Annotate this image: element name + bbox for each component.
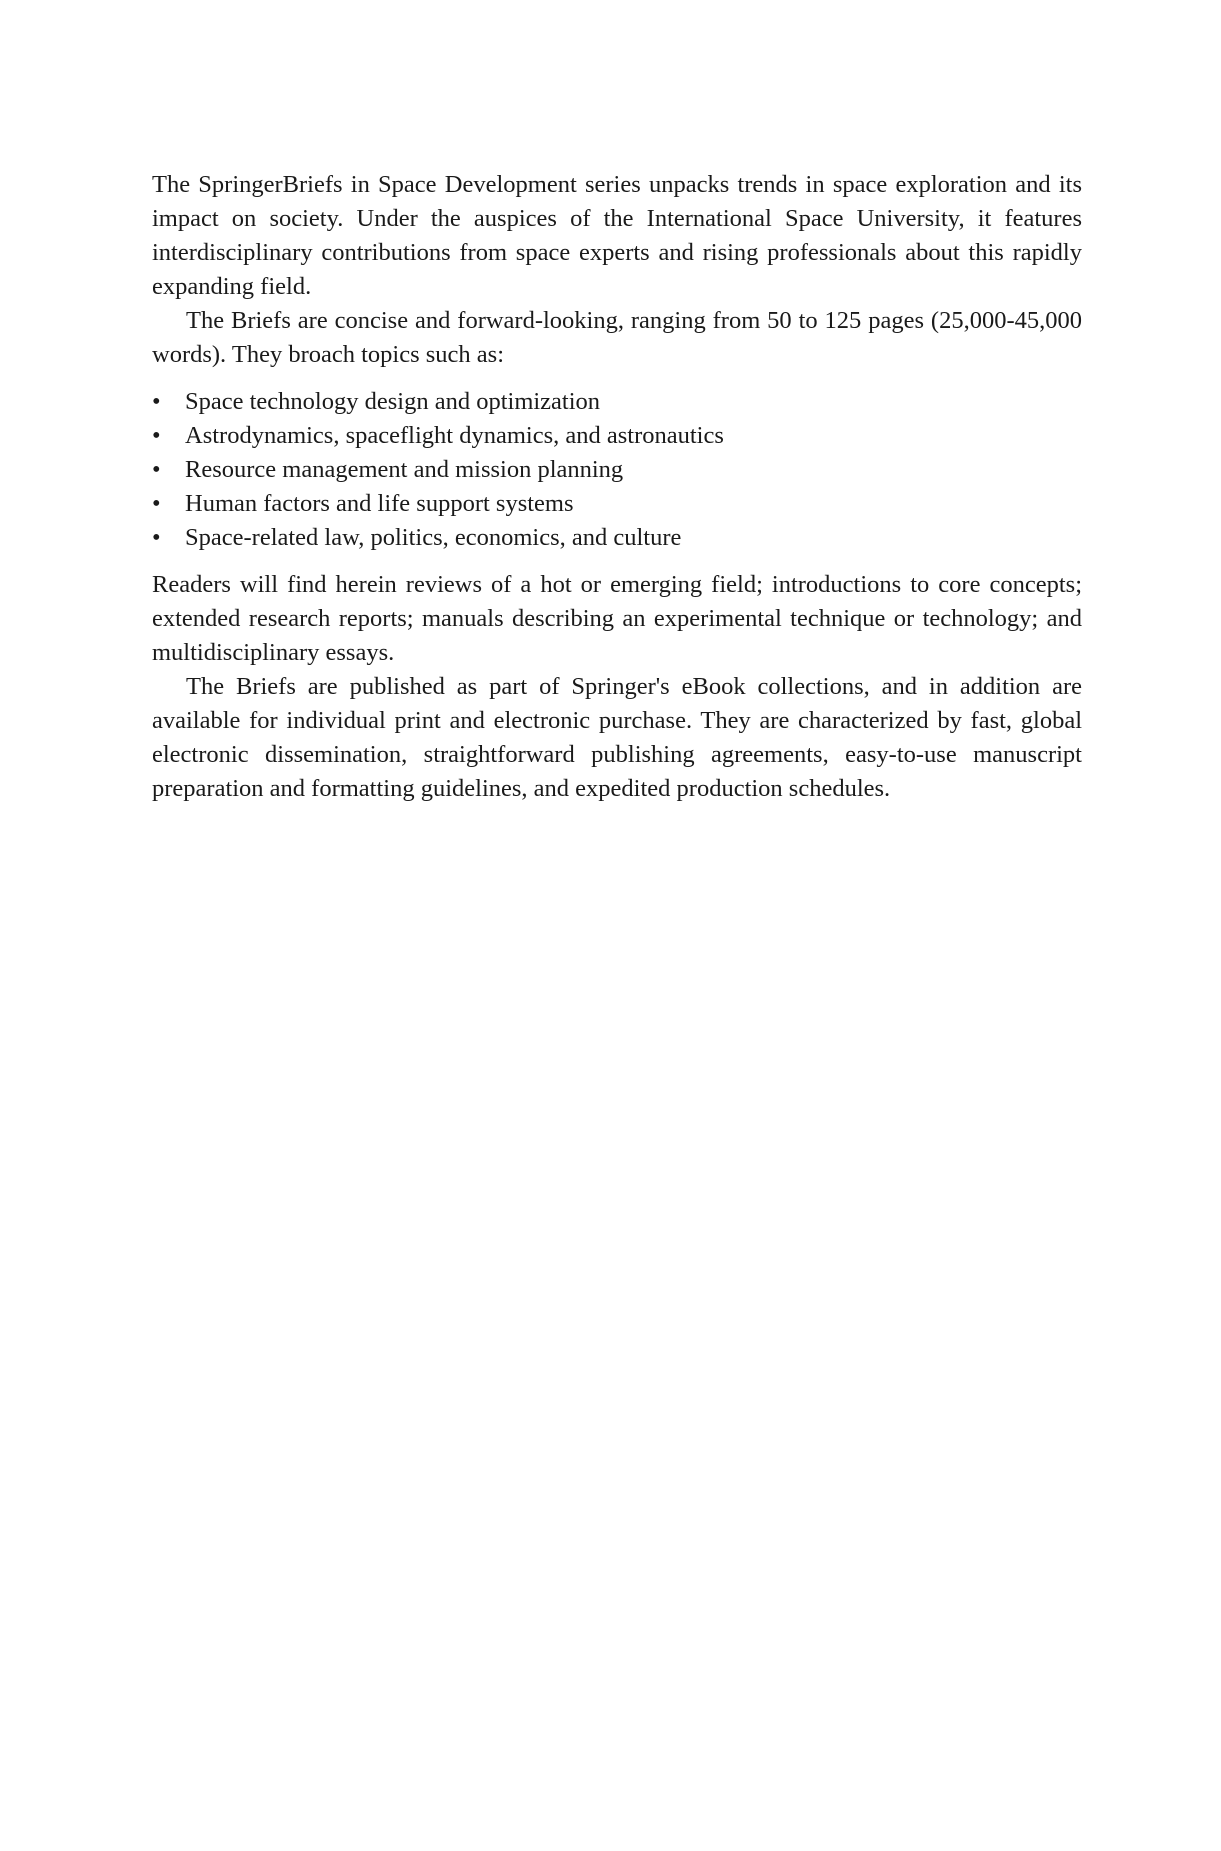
bullet-icon: • [152,422,161,449]
topic-text: Space-related law, politics, economics, and culture [185,524,682,551]
bullet-icon: • [152,524,161,551]
bullet-icon: • [152,490,161,517]
readers-paragraph: Readers will find herein reviews of a hot or emerging field; introductions to core concepts; extended research reports; manuals describing an experimental technique or technology; and multidisciplinary essays. [152,571,1082,666]
intro-paragraph: The SpringerBriefs in Space Development series unpacks trends in space exploration and its impact on society. Under the auspices of the International Space University, it features interdisciplinary contributions from space experts and rising professionals about this rapidly expanding field. [152,171,1082,300]
topic-text: Astrodynamics, spaceflight dynamics, and astronautics [185,422,724,449]
bullet-icon: • [152,456,161,483]
topic-text: Human factors and life support systems [185,490,574,517]
list-item [152,453,1082,487]
list-item [152,419,1082,453]
publishing-paragraph: The Briefs are published as part of Springer's eBook collections, and in addition are available for individual print and electronic purchase. They are characterized by fast, global electronic dissemination, straightforward publishing agreements, easy-to-use manuscript preparation and formatting guidelines, and expedited production schedules. [152,673,1082,802]
list-item [152,385,1082,419]
topic-text: Space technology design and optimization [185,388,601,415]
topic-text: Resource management and mission planning [185,456,624,483]
list-item [152,487,1082,521]
document-page [152,168,1082,806]
list-item [152,521,1082,555]
bullet-icon: • [152,388,161,415]
topics-list [152,385,1082,555]
length-paragraph: The Briefs are concise and forward-looking, ranging from 50 to 125 pages (25,000-45,000 words). They broach topics such as: [152,307,1082,368]
